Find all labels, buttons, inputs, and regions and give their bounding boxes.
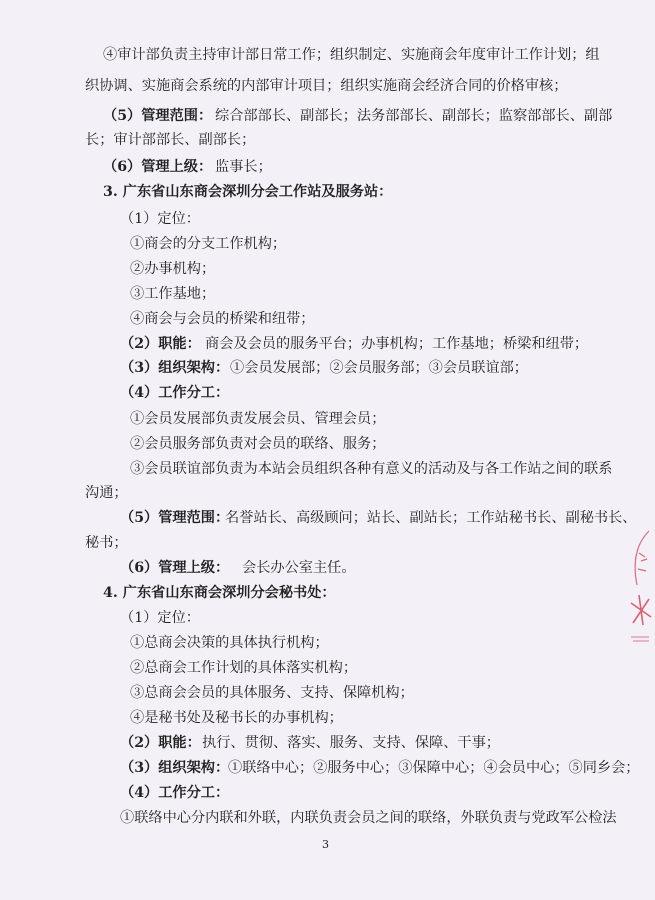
text-line: 织协调、实施商会系统的内部审计项目；组织实施商会经济合同的价格审核； bbox=[85, 78, 568, 94]
text-line: 名誉站长、高级顾问；站长、副站长；工作站秘书长、副秘书长、 bbox=[225, 510, 637, 526]
section-title: 4. 广东省山东商会深圳分会秘书处： bbox=[103, 585, 336, 601]
text-line: ④商会与会员的桥梁和纽带； bbox=[130, 311, 315, 327]
section-title: 3. 广东省山东商会深圳分会工作站及服务站： bbox=[103, 184, 393, 200]
red-seal-stamp bbox=[625, 525, 655, 655]
section-heading: （5）管理范围： bbox=[120, 510, 230, 526]
page-number: 3 bbox=[322, 838, 329, 851]
text-line: ②会员服务部负责对会员的联络、服务； bbox=[130, 436, 386, 452]
section-heading: （2）职能： bbox=[120, 336, 201, 352]
text-line: ②办事机构； bbox=[130, 261, 216, 277]
text-line: ④审计部负责主持审计部日常工作；组织制定、实施商会年度审计工作计划；组 bbox=[103, 47, 600, 63]
text-line: ③会员联谊部负责为本站会员组织各种有意义的活动及与各工作站之间的联系 bbox=[130, 461, 613, 477]
text-line: ③总商会会员的具体服务、支持、保障机构； bbox=[130, 685, 414, 701]
section-heading: （3）组织架构： bbox=[120, 760, 230, 776]
text-line: 沟通； bbox=[85, 485, 128, 501]
section-heading: （6）管理上级： bbox=[120, 560, 230, 576]
section-heading: （5）管理范围： bbox=[103, 108, 213, 124]
text-line: 会长办公室主任。 bbox=[242, 560, 356, 576]
section-heading: （3）组织架构： bbox=[120, 360, 230, 376]
text-line: （1）定位： bbox=[120, 211, 200, 227]
text-line: 长；审计部部长、副部长； bbox=[85, 132, 256, 148]
text-line: ①商会的分支工作机构； bbox=[130, 236, 287, 252]
section-heading: （6）管理上级： bbox=[103, 159, 213, 175]
text-line: 综合部部长、副部长；法务部部长、副部长；监察部部长、副部 bbox=[215, 108, 613, 124]
text-line: ①会员发展部；②会员服务部；③会员联谊部； bbox=[230, 360, 528, 376]
text-line: ②总商会工作计划的具体落实机构； bbox=[130, 660, 358, 676]
text-line: 监事长； bbox=[215, 159, 272, 175]
text-line: ④是秘书处及秘书长的办事机构； bbox=[130, 710, 343, 726]
text-line: ①会员发展部负责发展会员、管理会员； bbox=[130, 411, 386, 427]
text-line: ①总商会决策的具体执行机构； bbox=[130, 635, 329, 651]
text-line: ③工作基地； bbox=[130, 286, 216, 302]
text-line: 商会及会员的服务平台；办事机构；工作基地；桥梁和纽带； bbox=[205, 336, 589, 352]
text-line: 执行、贯彻、落实、服务、支持、保障、干事； bbox=[202, 735, 500, 751]
section-heading: （4）工作分工： bbox=[120, 785, 230, 801]
section-heading: （4）工作分工： bbox=[120, 385, 230, 401]
text-line: ①联络中心分内联和外联，内联负责会员之间的联络，外联负责与党政军公检法 bbox=[120, 810, 617, 826]
section-heading: （2）职能： bbox=[120, 735, 201, 751]
text-line: ①联络中心；②服务中心；③保障中心；④会员中心；⑤同乡会； bbox=[228, 760, 640, 776]
text-line: 秘书； bbox=[85, 535, 128, 551]
text-line: （1）定位： bbox=[120, 610, 200, 626]
